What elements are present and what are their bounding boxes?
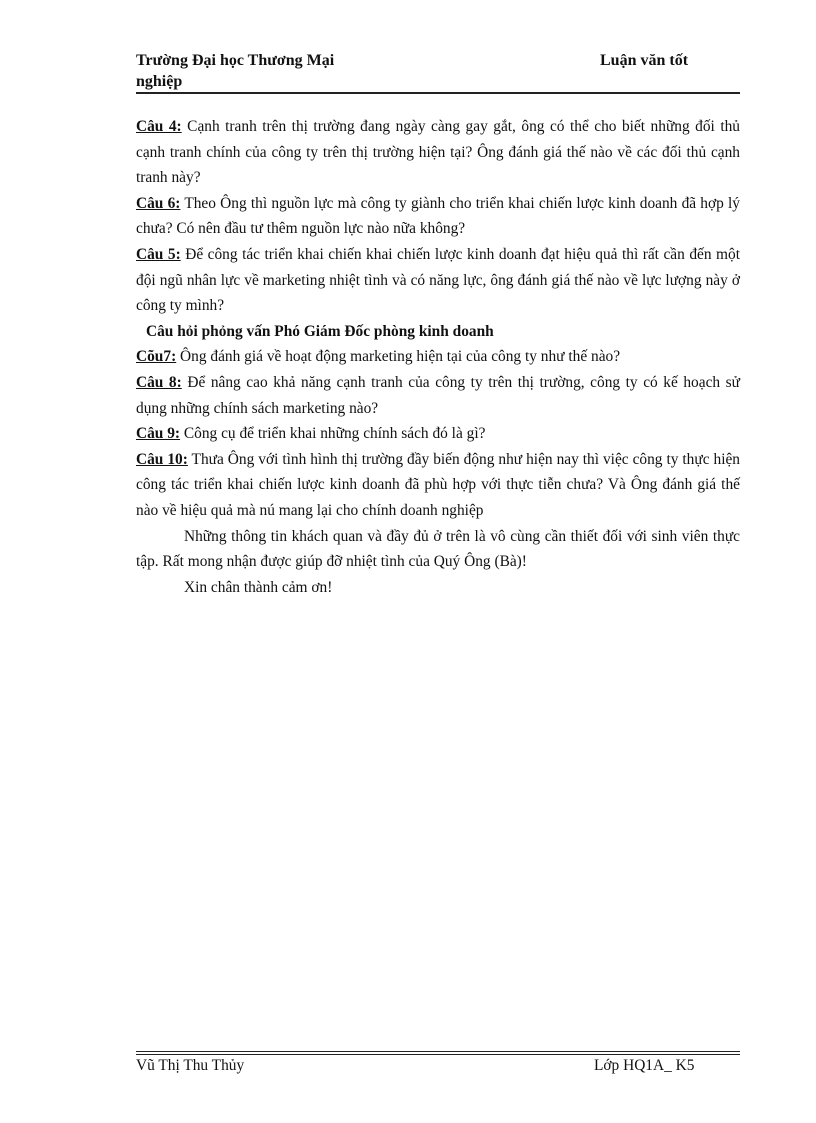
thanks-line: Xin chân thành cảm ơn! [184, 578, 333, 596]
question-5-label: Câu 5: [136, 245, 181, 263]
question-6 [136, 191, 740, 242]
footer-class: Lớp HQ1A_ K5 [594, 1057, 695, 1074]
question-10-text: Thưa Ông với tình hình thị trường đầy biến động như hiện nay thì việc công ty thực hiện công tác triển khai chiến lược kinh doanh đã phù hợp với thực tiễn chưa? Và Ông đánh giá thế nào về hiệu quả mà nú mang lại cho chính doanh nghiệp [136, 450, 741, 519]
question-5-text: Để công tác triển khai chiến khai chiến lược kinh doanh đạt hiệu quả thì rất cần đến một đội ngũ nhân lực về marketing nhiệt tình và có năng lực, ông đánh giá thế nào về lực lượng này ở công ty mình? [136, 245, 740, 315]
question-10 [136, 447, 740, 524]
document-body [136, 114, 740, 600]
header-left-line2: nghiệp [136, 73, 183, 90]
question-5 [136, 242, 740, 319]
closing-paragraph: Những thông tin khách quan và đầy đủ ở trên là vô cùng cần thiết đối với sinh viên thực tập. Rất mong nhận được giúp đỡ nhiệt tình của Quý Ông (Bà)! [136, 527, 740, 571]
header-doc-type: Luận văn tốt [600, 52, 689, 69]
question-7-label: Cõu7: [136, 348, 177, 366]
question-9-label: Câu 9: [136, 425, 181, 443]
section-heading: Câu hỏi phỏng vấn Phó Giám Đốc phòng kinh doanh [146, 322, 494, 340]
question-7 [136, 344, 740, 370]
question-8-label: Câu 8: [136, 373, 182, 391]
question-9-text: Công cụ để triển khai những chính sách đó là gì? [180, 425, 486, 443]
footer-author: Vũ Thị Thu Thủy [136, 1057, 245, 1074]
question-8-text: Để nâng cao khả năng cạnh tranh của công ty trên thị trường, công ty có kế hoạch sử dụng những chính sách marketing nào? [136, 373, 741, 417]
footer-rule-bottom [136, 1054, 740, 1055]
question-8 [136, 370, 740, 421]
question-6-text: Theo Ông thì nguồn lực mà công ty giành cho triển khai chiến lược kinh doanh đã hợp lý chưa? Có nên đầu tư thêm nguồn lực nào nữa không? [136, 194, 740, 238]
question-9 [136, 421, 740, 447]
question-4-text: Cạnh tranh trên thị trường đang ngày càng gay gắt, ông có thể cho biết những đối thủ cạnh tranh chính của công ty trên thị trường hiện tại? Ông đánh giá thế nào về các đối thủ cạnh tranh này? [136, 118, 740, 187]
question-6-label: Câu 6: [136, 194, 181, 212]
question-4-label: Câu 4: [136, 118, 182, 135]
header-rule [136, 92, 740, 94]
question-4 [136, 114, 740, 191]
question-10-label: Câu 10: [136, 450, 188, 468]
header-left-line1: Trường Đại học Thương Mại [136, 52, 335, 69]
question-7-text: Ông đánh giá về hoạt động marketing hiện tại của công ty như thế nào? [176, 348, 621, 366]
page-header [136, 50, 740, 92]
footer-rule-top [136, 1051, 740, 1052]
